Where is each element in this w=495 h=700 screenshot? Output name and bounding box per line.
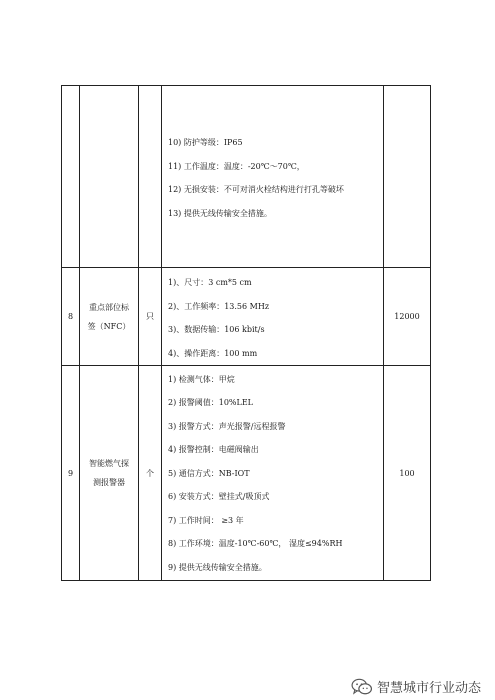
spec-line: 2)、工作频率：13.56 MHz	[168, 301, 270, 311]
table-row	[62, 366, 431, 581]
item-unit: 个	[139, 366, 162, 581]
spec-line: 1) 检测气体：甲烷	[168, 374, 235, 384]
item-quantity: 12000	[384, 268, 431, 366]
watermark	[351, 677, 481, 696]
spec-line: 8) 工作环境：温度-10℃-60℃， 湿度≤94%RH	[168, 539, 343, 549]
row-number: 8	[62, 268, 80, 366]
item-name: 智能燃气探测报警器	[80, 366, 139, 581]
item-quantity	[384, 86, 431, 268]
item-specs	[162, 86, 384, 268]
spec-line: 5) 通信方式：NB-IOT	[168, 468, 250, 478]
table-row	[62, 268, 431, 366]
item-name: 重点部位标签（NFC）	[80, 268, 139, 366]
spec-line: 12) 无损安装：不可对消火栓结构进行打孔等破坏	[168, 185, 344, 194]
spec-line: 4)、操作距离：100 mm	[168, 348, 258, 358]
item-unit: 只	[139, 268, 162, 366]
spec-table	[61, 85, 431, 581]
row-number: 9	[62, 366, 80, 581]
table-row	[62, 86, 431, 268]
spec-line: 4) 报警控制：电磁阀输出	[168, 445, 259, 455]
spec-line: 10) 防护等级：IP65	[168, 138, 243, 147]
spec-line: 9) 提供无线传输安全措施。	[168, 562, 267, 572]
spec-line: 7) 工作时间： ≥3 年	[168, 515, 244, 525]
item-quantity: 100	[384, 366, 431, 581]
spec-line: 13) 提供无线传输安全措施。	[168, 208, 272, 218]
item-name	[80, 86, 139, 268]
spec-line: 1)、尺寸：3 cm*5 cm	[168, 278, 252, 287]
item-specs	[162, 366, 384, 581]
watermark-text: 智慧城市行业动态	[376, 681, 481, 696]
spec-line: 2) 报警阈值：10%LEL	[168, 398, 253, 408]
row-number	[62, 86, 80, 268]
item-specs	[162, 268, 384, 366]
spec-line: 3)、数据传输：106 kbit/s	[168, 325, 265, 334]
spec-line: 3) 报警方式：声光报警/远程报警	[168, 421, 286, 431]
spec-line: 11) 工作温度：温度：-20℃～70℃，	[168, 161, 305, 171]
spec-line: 6) 安装方式：壁挂式/吸顶式	[168, 492, 270, 502]
item-unit	[139, 86, 162, 268]
wechat-icon	[351, 678, 373, 696]
